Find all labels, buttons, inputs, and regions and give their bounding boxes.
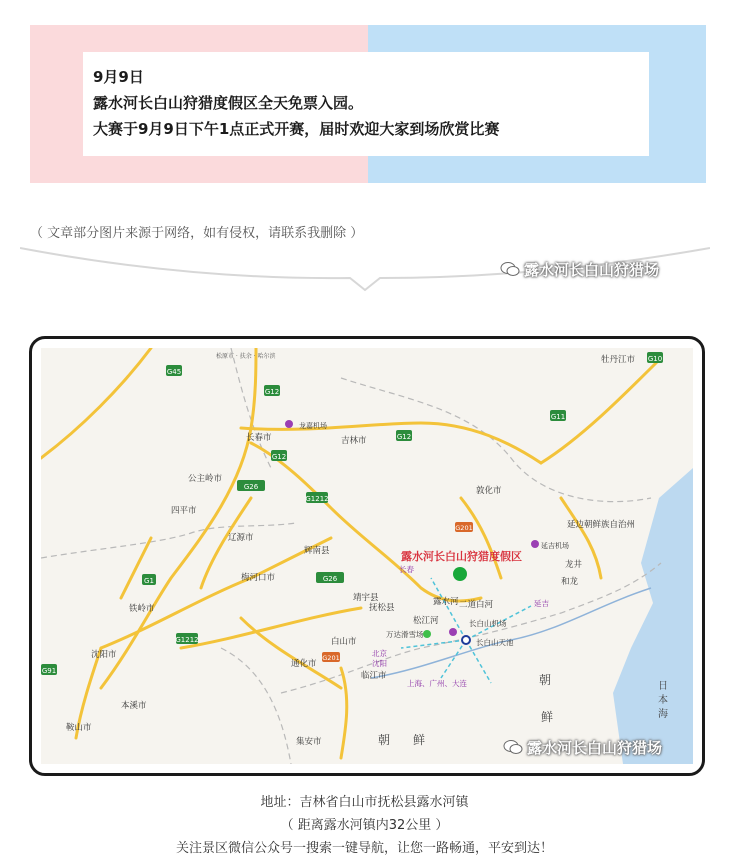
city-mudanjiang: 牡丹江市 bbox=[601, 355, 636, 365]
city-changchun: 长春市 bbox=[246, 433, 272, 443]
korea-label-2: 鲜 bbox=[541, 710, 554, 724]
city-siping: 四平市 bbox=[171, 506, 197, 516]
city-jilin: 吉林市 bbox=[341, 436, 367, 446]
watermark-text: 露水河长白山狩猎场 bbox=[524, 261, 660, 279]
prefecture-yanbian: 延边朝鲜族自治州 bbox=[567, 520, 636, 530]
free-entry-notice: 露水河长白山狩猎度假区全天免票入园。 bbox=[93, 94, 364, 112]
svg-text:G10: G10 bbox=[647, 355, 663, 363]
highway-shield-g26-a bbox=[237, 480, 265, 491]
watermark-map bbox=[503, 737, 662, 758]
svg-text:G26: G26 bbox=[243, 483, 259, 491]
event-banner bbox=[30, 25, 706, 183]
watermark-top bbox=[500, 259, 659, 280]
town-helong: 和龙 bbox=[561, 577, 579, 587]
city-baishan: 白山市 bbox=[331, 637, 357, 647]
svg-text:G12: G12 bbox=[271, 453, 287, 461]
north-towns-label: 松原市 · 扶余 · 哈尔滨 bbox=[216, 353, 276, 360]
highway-shield-g1 bbox=[142, 574, 156, 585]
city-tonghua: 通化市 bbox=[291, 659, 317, 669]
route-label-shenyang: 沈阳 bbox=[372, 659, 387, 668]
scenic-area-label: 露水河长白山狩猎度假区 bbox=[401, 550, 522, 563]
airport-longjia: 龙嘉机场 bbox=[299, 422, 327, 430]
watermark-text: 露水河长白山狩猎场 bbox=[527, 739, 663, 757]
event-date: 9月9日 bbox=[93, 68, 144, 86]
svg-text:G1212: G1212 bbox=[305, 495, 329, 503]
highway-shield-g10 bbox=[647, 352, 663, 363]
svg-text:G91: G91 bbox=[41, 667, 57, 675]
map-frame bbox=[29, 336, 705, 776]
city-anshan: 鞍山市 bbox=[66, 723, 92, 733]
airport-icon-changbaishan bbox=[449, 628, 457, 636]
city-liaoyuan: 辽源市 bbox=[228, 533, 254, 543]
highway-shield-g11 bbox=[550, 410, 566, 421]
city-gongzhuling: 公主岭市 bbox=[188, 474, 223, 484]
highway-shield-g26-b bbox=[316, 572, 344, 583]
city-huinan: 辉南县 bbox=[304, 546, 330, 556]
route-map bbox=[41, 348, 693, 764]
city-tieling: 铁岭市 bbox=[129, 604, 155, 614]
sea-label-2: 本 bbox=[658, 695, 668, 706]
scenic-area-marker bbox=[453, 567, 467, 581]
town-erdaobaihe: 二道白河 bbox=[459, 600, 494, 610]
svg-text:G12: G12 bbox=[264, 388, 280, 396]
wechat-icon bbox=[503, 739, 523, 755]
city-jian: 集安市 bbox=[296, 737, 322, 747]
wanda-ski-resort: 万达滑雪场 bbox=[386, 630, 424, 639]
town-longjing: 龙井 bbox=[565, 560, 583, 570]
distance-line: （ 距离露水河镇内32公里 ） bbox=[280, 818, 449, 833]
svg-text:G201: G201 bbox=[322, 654, 340, 662]
sea-label-3: 海 bbox=[658, 709, 668, 720]
route-label-beijing: 北京 bbox=[372, 649, 387, 658]
city-linjiang: 临江市 bbox=[361, 671, 387, 681]
highway-shield-g1212-a bbox=[305, 492, 328, 503]
svg-text:G45: G45 bbox=[166, 368, 182, 376]
town-lushuihe: 露水河 bbox=[433, 597, 459, 607]
banner-card bbox=[83, 52, 649, 156]
address-line: 地址：吉林省白山市抚松县露水河镇 bbox=[260, 795, 469, 810]
airport-icon-yanji bbox=[531, 540, 539, 548]
highway-shield-g91 bbox=[41, 664, 57, 675]
korea-label-1: 朝 bbox=[539, 673, 552, 687]
tianchi-icon bbox=[462, 636, 470, 644]
korea-label-3: 朝 bbox=[378, 733, 391, 747]
airport-yanji: 延吉机场 bbox=[541, 542, 569, 550]
highway-shield-g45 bbox=[166, 365, 182, 376]
svg-text:G26: G26 bbox=[322, 575, 338, 583]
highway-shield-g12-b bbox=[396, 430, 412, 441]
svg-text:G201: G201 bbox=[455, 524, 473, 532]
town-songjianghe: 松江河 bbox=[413, 616, 439, 626]
route-label-south: 上海、广州、大连 bbox=[407, 679, 467, 688]
svg-text:G12: G12 bbox=[396, 433, 412, 441]
city-meihekou: 梅河口市 bbox=[241, 573, 276, 583]
sea-label-1: 日 bbox=[658, 681, 668, 692]
contest-start-notice: 大赛于9月9日下午1点正式开赛，届时欢迎大家到场欣赏比赛 bbox=[93, 120, 500, 138]
tianchi-lake: 长白山天池 bbox=[476, 638, 514, 647]
korea-label-4: 鲜 bbox=[413, 733, 426, 747]
route-label-yanji: 延吉 bbox=[534, 599, 549, 608]
navigation-hint: 关注景区微信公众号一搜索一键导航，让您一路畅通，平安到达！ bbox=[175, 841, 553, 856]
city-benxi: 本溪市 bbox=[121, 701, 147, 711]
airport-icon-longjia bbox=[285, 420, 293, 428]
svg-text:G1212: G1212 bbox=[175, 636, 199, 644]
highway-shield-g1212-b bbox=[175, 633, 198, 644]
svg-text:G11: G11 bbox=[550, 413, 566, 421]
county-fusong: 抚松县 bbox=[369, 603, 395, 613]
highway-shield-g201-a bbox=[455, 522, 473, 532]
city-shenyang: 沈阳市 bbox=[91, 650, 117, 660]
highway-shield-g12-a bbox=[264, 385, 280, 396]
ski-resort-icon bbox=[423, 630, 431, 638]
county-jingyu: 靖宇县 bbox=[353, 593, 379, 603]
route-label-changchun: 长春 bbox=[399, 565, 414, 574]
highway-shield-g12-c bbox=[271, 450, 287, 461]
image-source-disclaimer: （ 文章部分图片来源于网络，如有侵权，请联系我删除 ） bbox=[30, 226, 364, 241]
city-dunhua: 敦化市 bbox=[476, 486, 502, 496]
airport-changbaishan: 长白山机场 bbox=[469, 619, 507, 628]
svg-text:G1: G1 bbox=[144, 577, 154, 585]
highway-shield-g201-b bbox=[322, 652, 340, 662]
wechat-icon bbox=[500, 261, 520, 277]
